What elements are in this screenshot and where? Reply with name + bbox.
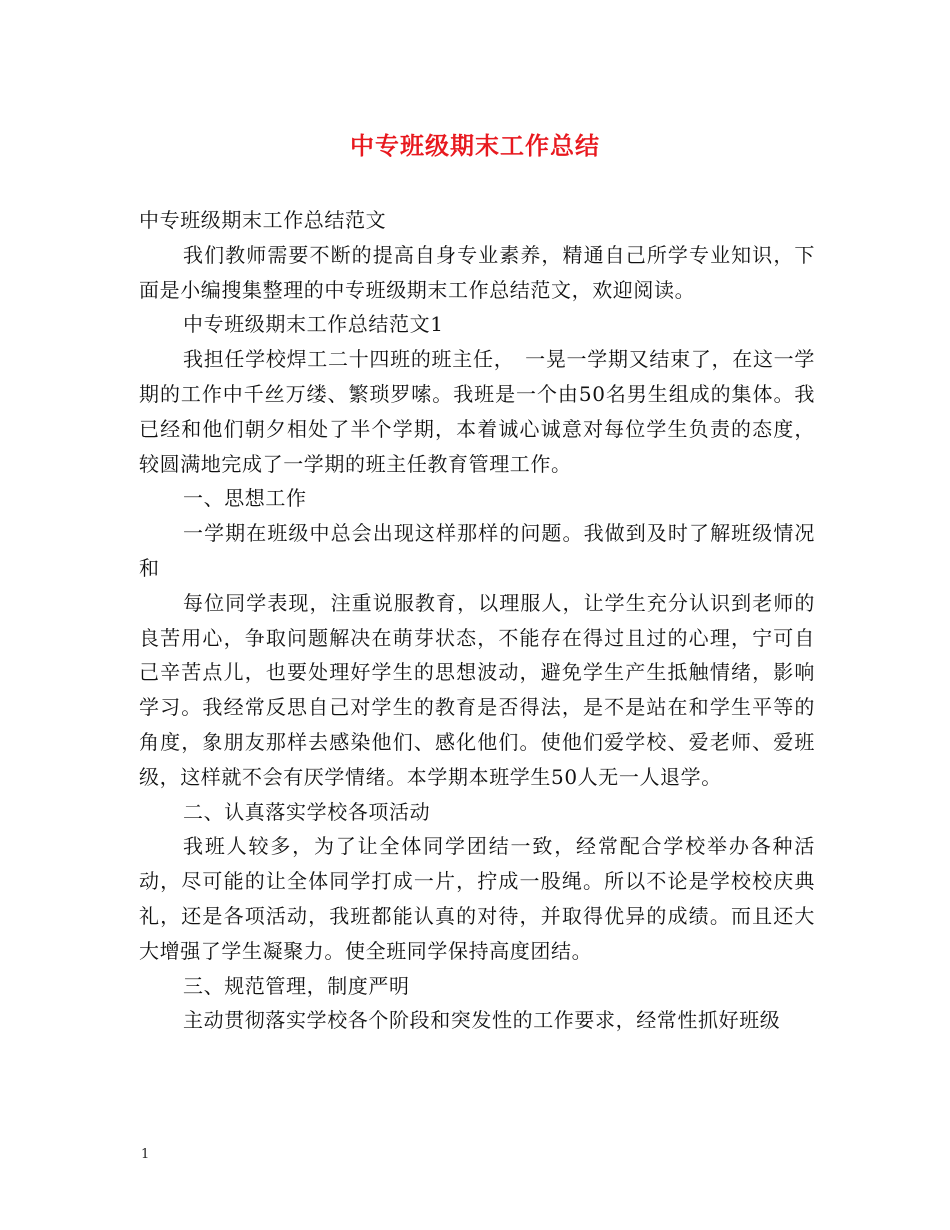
paragraph: 中专班级期末工作总结范文1 xyxy=(183,312,444,337)
paragraph: 中专班级期末工作总结范文 xyxy=(139,208,387,232)
paragraph: 我担任学校焊工二十四班的班主任， 一晃一学期又结束了，在这一学期的工作中千丝万缕、繁琐罗嗦。我班是一个由50名男生组成的集体。我已经和他们朝夕相处了半个学期，本着诚心诚意对每位学生负责的态度，较圆满地完成了一学期的班主任教育管理工作。 xyxy=(139,347,815,476)
paragraph: 我班人较多，为了让全体同学团结一致，经常配合学校举办各种活动，尽可能的让全体同学打成一片，拧成一股绳。所以不论是学校校庆典礼，还是各项活动，我班都能认真的对待，并取得优异的成绩。而且还大大增强了学生凝聚力。使全班同学保持高度团结。 xyxy=(139,834,815,963)
paragraph: 我们教师需要不断的提高自身专业素养，精通自己所学专业知识，下面是小编搜集整理的中专班级期末工作总结范文，欢迎阅读。 xyxy=(139,242,815,302)
section-heading: 一、思想工作 xyxy=(183,486,307,511)
paragraph: 一学期在班级中总会出现这样那样的问题。我做到及时了解班级情况和 xyxy=(139,521,815,580)
section-heading: 三、规范管理，制度严明 xyxy=(183,973,410,998)
page-number: 1 xyxy=(141,1147,150,1162)
section-heading: 二、认真落实学校各项活动 xyxy=(183,799,431,824)
paragraph: 每位同学表现，注重说服教育，以理服人，让学生充分认识到老师的良苦用心，争取问题解决在萌芽状态，不能存在得过且过的心理，宁可自己辛苦点儿，也要处理好学生的思想波动，避免学生产生抵触情绪，影响学习。我经常反思自己对学生的教育是否得法，是不是站在和学生平等的角度，象朋友那样去感染他们、感化他们。使他们爱学校、爱老师、爱班级，这样就不会有厌学情绪。本学期本班学生50人无一人退学。 xyxy=(139,590,815,789)
document-title: 中专班级期末工作总结 xyxy=(350,131,600,160)
paragraph: 主动贯彻落实学校各个阶段和突发性的工作要求，经常性抓好班级 xyxy=(183,1008,781,1033)
document-body xyxy=(139,203,815,1038)
